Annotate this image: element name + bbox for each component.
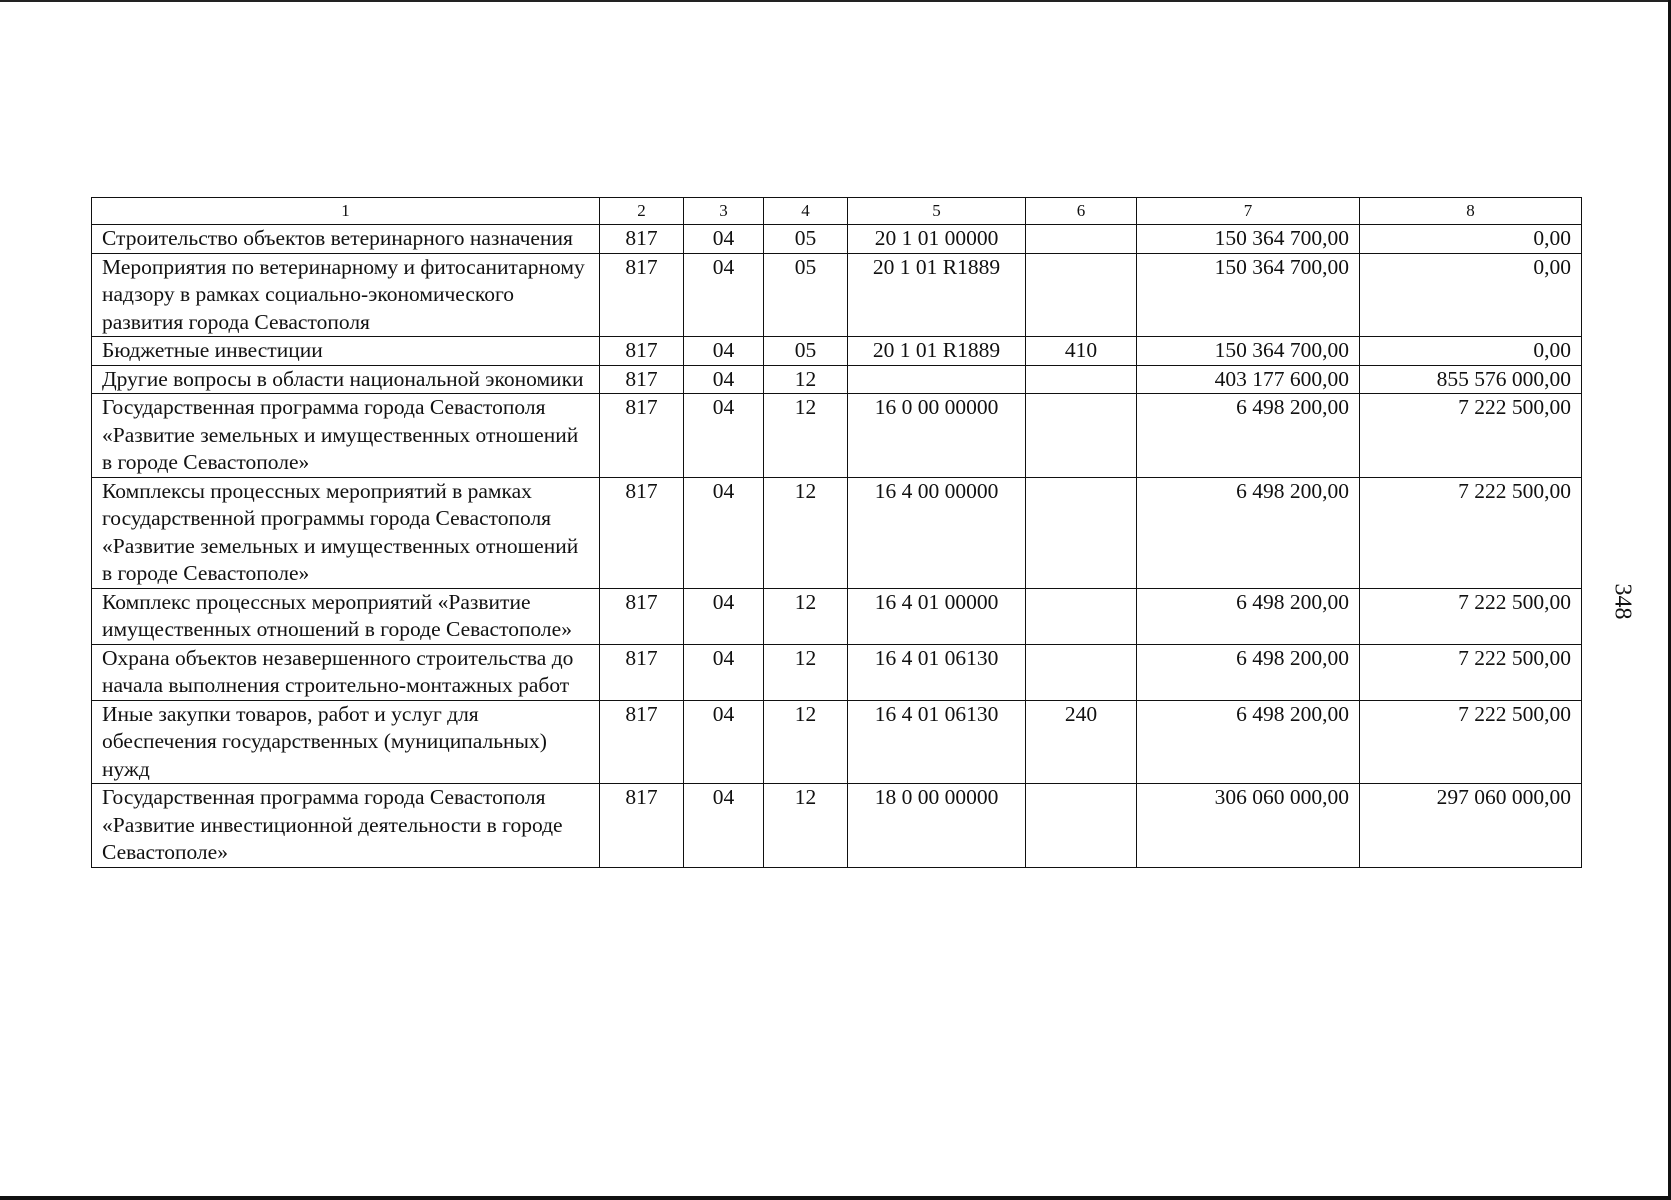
column-number-row	[92, 198, 1582, 225]
column-header: 1	[92, 198, 600, 225]
row-target-article: 16 0 00 00000	[848, 394, 1026, 478]
row-name: Комплекс процессных мероприятий «Развитие имущественных отношений в городе Севастополе»	[92, 588, 600, 644]
row-expense-type	[1026, 225, 1137, 254]
row-expense-type: 240	[1026, 700, 1137, 784]
row-name: Охрана объектов незавершенного строительства до начала выполнения строительно-монтажных работ	[92, 644, 600, 700]
row-grbs-code: 817	[600, 784, 684, 868]
row-amount-2: 7 222 500,00	[1360, 588, 1582, 644]
column-header: 2	[600, 198, 684, 225]
row-target-article	[848, 365, 1026, 394]
table-row	[92, 253, 1582, 337]
row-expense-type	[1026, 477, 1137, 588]
row-grbs-code: 817	[600, 225, 684, 254]
row-expense-type	[1026, 644, 1137, 700]
row-section-code: 04	[684, 337, 764, 366]
row-amount-1: 150 364 700,00	[1137, 337, 1360, 366]
row-name: Мероприятия по ветеринарному и фитосанитарному надзору в рамках социально-экономического развития города Севастополя	[92, 253, 600, 337]
row-expense-type	[1026, 365, 1137, 394]
row-expense-type	[1026, 253, 1137, 337]
row-section-code: 04	[684, 700, 764, 784]
table-row	[92, 477, 1582, 588]
row-grbs-code: 817	[600, 337, 684, 366]
row-subsection-code: 12	[764, 588, 848, 644]
row-amount-1: 150 364 700,00	[1137, 253, 1360, 337]
table-row	[92, 394, 1582, 478]
row-section-code: 04	[684, 365, 764, 394]
row-target-article: 20 1 01 R1889	[848, 253, 1026, 337]
column-header: 5	[848, 198, 1026, 225]
row-grbs-code: 817	[600, 644, 684, 700]
row-grbs-code: 817	[600, 477, 684, 588]
row-target-article: 16 4 01 06130	[848, 700, 1026, 784]
column-header: 6	[1026, 198, 1137, 225]
table-row	[92, 337, 1582, 366]
row-subsection-code: 12	[764, 394, 848, 478]
table-row	[92, 365, 1582, 394]
row-name: Государственная программа города Севастополя «Развитие инвестиционной деятельности в городе Севастополе»	[92, 784, 600, 868]
row-section-code: 04	[684, 644, 764, 700]
row-amount-2: 0,00	[1360, 225, 1582, 254]
column-header: 7	[1137, 198, 1360, 225]
row-target-article: 18 0 00 00000	[848, 784, 1026, 868]
row-name: Государственная программа города Севастополя «Развитие земельных и имущественных отношений в городе Севастополе»	[92, 394, 600, 478]
row-subsection-code: 05	[764, 225, 848, 254]
table-row	[92, 588, 1582, 644]
budget-table	[91, 197, 1582, 868]
column-header: 3	[684, 198, 764, 225]
row-target-article: 16 4 01 00000	[848, 588, 1026, 644]
row-name: Строительство объектов ветеринарного назначения	[92, 225, 600, 254]
page-number: 348	[1609, 583, 1636, 620]
row-section-code: 04	[684, 477, 764, 588]
row-expense-type	[1026, 394, 1137, 478]
row-amount-2: 297 060 000,00	[1360, 784, 1582, 868]
row-subsection-code: 05	[764, 253, 848, 337]
row-amount-2: 7 222 500,00	[1360, 644, 1582, 700]
row-subsection-code: 12	[764, 784, 848, 868]
row-amount-2: 0,00	[1360, 337, 1582, 366]
row-amount-2: 7 222 500,00	[1360, 700, 1582, 784]
row-amount-1: 6 498 200,00	[1137, 588, 1360, 644]
row-subsection-code: 12	[764, 700, 848, 784]
row-target-article: 16 4 01 06130	[848, 644, 1026, 700]
row-amount-1: 306 060 000,00	[1137, 784, 1360, 868]
column-header: 8	[1360, 198, 1582, 225]
scan-edge-bottom	[0, 1196, 1671, 1200]
row-name: Другие вопросы в области национальной экономики	[92, 365, 600, 394]
row-subsection-code: 12	[764, 365, 848, 394]
row-amount-2: 0,00	[1360, 253, 1582, 337]
row-amount-2: 7 222 500,00	[1360, 394, 1582, 478]
row-grbs-code: 817	[600, 365, 684, 394]
row-expense-type	[1026, 784, 1137, 868]
row-grbs-code: 817	[600, 253, 684, 337]
row-grbs-code: 817	[600, 394, 684, 478]
row-grbs-code: 817	[600, 588, 684, 644]
table-row	[92, 644, 1582, 700]
row-name: Иные закупки товаров, работ и услуг для обеспечения государственных (муниципальных) нужд	[92, 700, 600, 784]
row-amount-1: 6 498 200,00	[1137, 477, 1360, 588]
row-section-code: 04	[684, 394, 764, 478]
row-amount-2: 855 576 000,00	[1360, 365, 1582, 394]
row-amount-1: 6 498 200,00	[1137, 644, 1360, 700]
row-section-code: 04	[684, 253, 764, 337]
row-expense-type	[1026, 588, 1137, 644]
table-row	[92, 225, 1582, 254]
row-section-code: 04	[684, 588, 764, 644]
row-subsection-code: 12	[764, 644, 848, 700]
row-name: Бюджетные инвестиции	[92, 337, 600, 366]
row-section-code: 04	[684, 784, 764, 868]
row-target-article: 20 1 01 R1889	[848, 337, 1026, 366]
row-subsection-code: 05	[764, 337, 848, 366]
row-name: Комплексы процессных мероприятий в рамках государственной программы города Севастополя «Развитие земельных и имущественных отношений в городе Севастополе»	[92, 477, 600, 588]
table-row	[92, 784, 1582, 868]
row-amount-1: 150 364 700,00	[1137, 225, 1360, 254]
scan-edge-top	[0, 0, 1671, 2]
row-subsection-code: 12	[764, 477, 848, 588]
row-target-article: 20 1 01 00000	[848, 225, 1026, 254]
column-header: 4	[764, 198, 848, 225]
table-row	[92, 700, 1582, 784]
row-section-code: 04	[684, 225, 764, 254]
row-amount-1: 6 498 200,00	[1137, 700, 1360, 784]
row-grbs-code: 817	[600, 700, 684, 784]
row-amount-2: 7 222 500,00	[1360, 477, 1582, 588]
row-amount-1: 6 498 200,00	[1137, 394, 1360, 478]
row-expense-type: 410	[1026, 337, 1137, 366]
row-target-article: 16 4 00 00000	[848, 477, 1026, 588]
row-amount-1: 403 177 600,00	[1137, 365, 1360, 394]
